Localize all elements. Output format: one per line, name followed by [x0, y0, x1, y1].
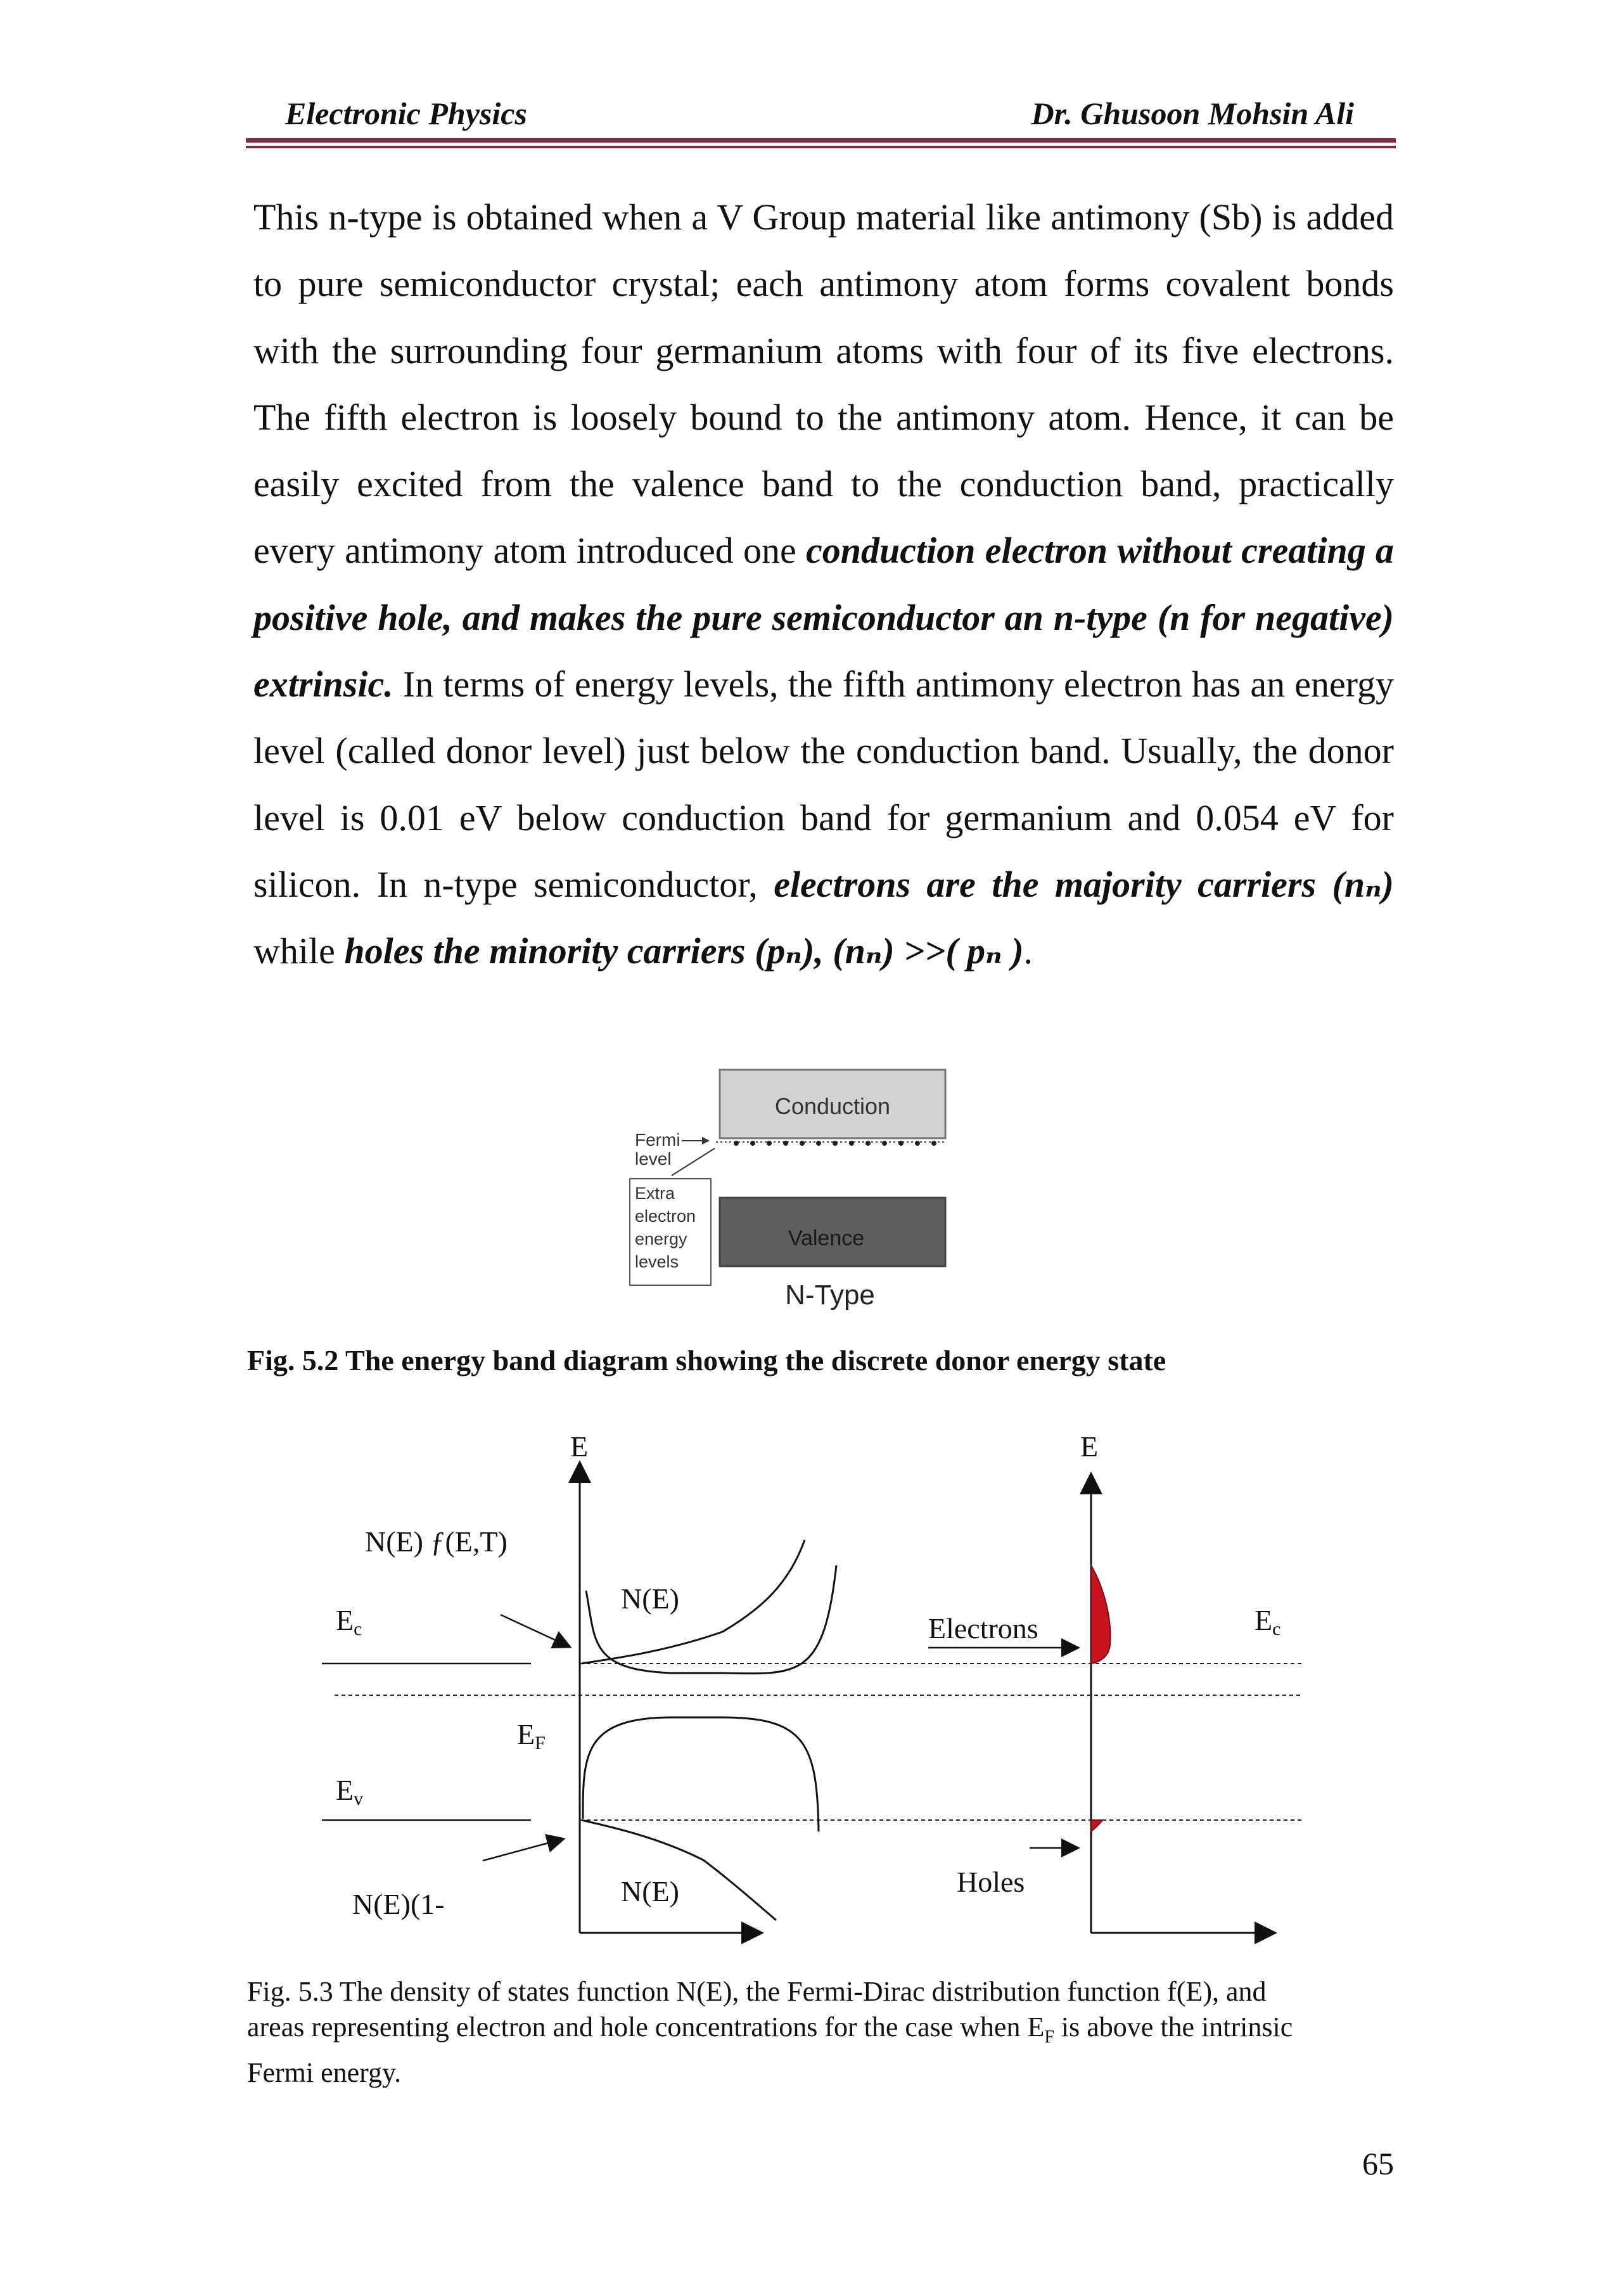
page-number: 65 [1362, 2146, 1394, 2181]
conduction-dos-curve [582, 1540, 805, 1664]
extra-label-1: Extra [635, 1184, 675, 1203]
paragraph-bold-3: holes the minority carriers (pₙ), (nₙ) >>( pₙ ) [344, 930, 1024, 972]
ne-upper-label: N(E) [621, 1582, 679, 1615]
paragraph-bold-1: conduction electron without creating a positive hole, and makes the pure semiconductor an n-type (n for negative) extrinsic. [253, 530, 1394, 705]
ec-label-left: Ec [336, 1604, 362, 1639]
ef-label: EF [517, 1718, 546, 1754]
ne-one-minus-label: N(E)(1- [352, 1888, 445, 1920]
energy-band-diagram [627, 1065, 957, 1318]
header-rule-thick [246, 138, 1396, 143]
ne-lower-label: N(E) [621, 1875, 679, 1908]
e-axis-label-right: E [1080, 1430, 1099, 1463]
arrow-to-ne1 [483, 1839, 563, 1861]
holes-label: Holes [957, 1866, 1025, 1898]
fermi-function-lower [583, 1717, 819, 1831]
arrow-to-nef [501, 1615, 569, 1646]
hole-concentration-area [1091, 1820, 1102, 1831]
paragraph-text-3: while [253, 930, 345, 972]
extra-label-4: levels [635, 1252, 679, 1271]
figure-5-3-caption [247, 1974, 1407, 2091]
page-header [246, 95, 1396, 133]
paragraph-text-1: This n-type is obtained when a V Group material like antimony (Sb) is added to pure semiconductor crystal; each antimony atom forms covalent bonds with the surrounding four germanium atoms with four of its five electrons. The fifth electron is loosely bound to the antimony atom. Hence, it can be easily excited from the valence band to the conduction band, practically every antimony atom introduced one [253, 196, 1394, 572]
header-rule-thin [246, 146, 1396, 148]
conduction-label: Conduction [774, 1093, 891, 1119]
fermi-label-2: level [635, 1149, 672, 1169]
header-author: Dr. Ghusoon Mohsin Ali [1031, 96, 1354, 131]
ev-label: Ev [336, 1774, 364, 1809]
electron-concentration-area [1091, 1565, 1111, 1664]
valence-label: Valence [788, 1226, 865, 1250]
body-paragraph [253, 184, 1394, 985]
nef-label: N(E) ƒ(E,T) [365, 1525, 508, 1558]
caption-line-1: Fig. 5.3 The density of states function N(E), the Fermi-Dirac distribution function f(E), and [247, 1976, 1267, 2007]
caption-line-3: Fermi energy. [247, 2056, 402, 2088]
extra-pointer [672, 1148, 715, 1176]
caption-line-2: areas representing electron and hole concentrations for the case when $E_F$ is above the intrinsic [247, 2011, 1293, 2047]
figure-5-2-caption: Fig. 5.2 The energy band diagram showing the discrete donor energy state [247, 1344, 1166, 1376]
header-title: Electronic Physics [285, 96, 527, 131]
paragraph-text-4: . [1023, 930, 1033, 972]
fermi-label-1: Fermi [635, 1130, 680, 1150]
electrons-label: Electrons [928, 1612, 1038, 1645]
paragraph-bold-2: electrons are the majority carriers (nₙ) [774, 863, 1394, 905]
density-of-states-diagram [317, 1413, 1331, 1952]
donor-level-dots [716, 1141, 945, 1146]
n-type-label: N-Type [785, 1279, 875, 1311]
paragraph-text-2: In terms of energy levels, the fifth antimony electron has an energy level (called donor level) just below the conduction band. Usually, the donor level is 0.01 eV below conduction band for germanium and 0.054 eV for silicon. In n-type semiconductor, [253, 664, 1394, 905]
ec-label-right: Ec [1255, 1604, 1281, 1639]
e-axis-label-left: E [570, 1430, 589, 1463]
extra-label-2: electron [635, 1207, 696, 1226]
extra-label-3: energy [635, 1229, 687, 1248]
fermi-arrowhead [702, 1137, 710, 1145]
